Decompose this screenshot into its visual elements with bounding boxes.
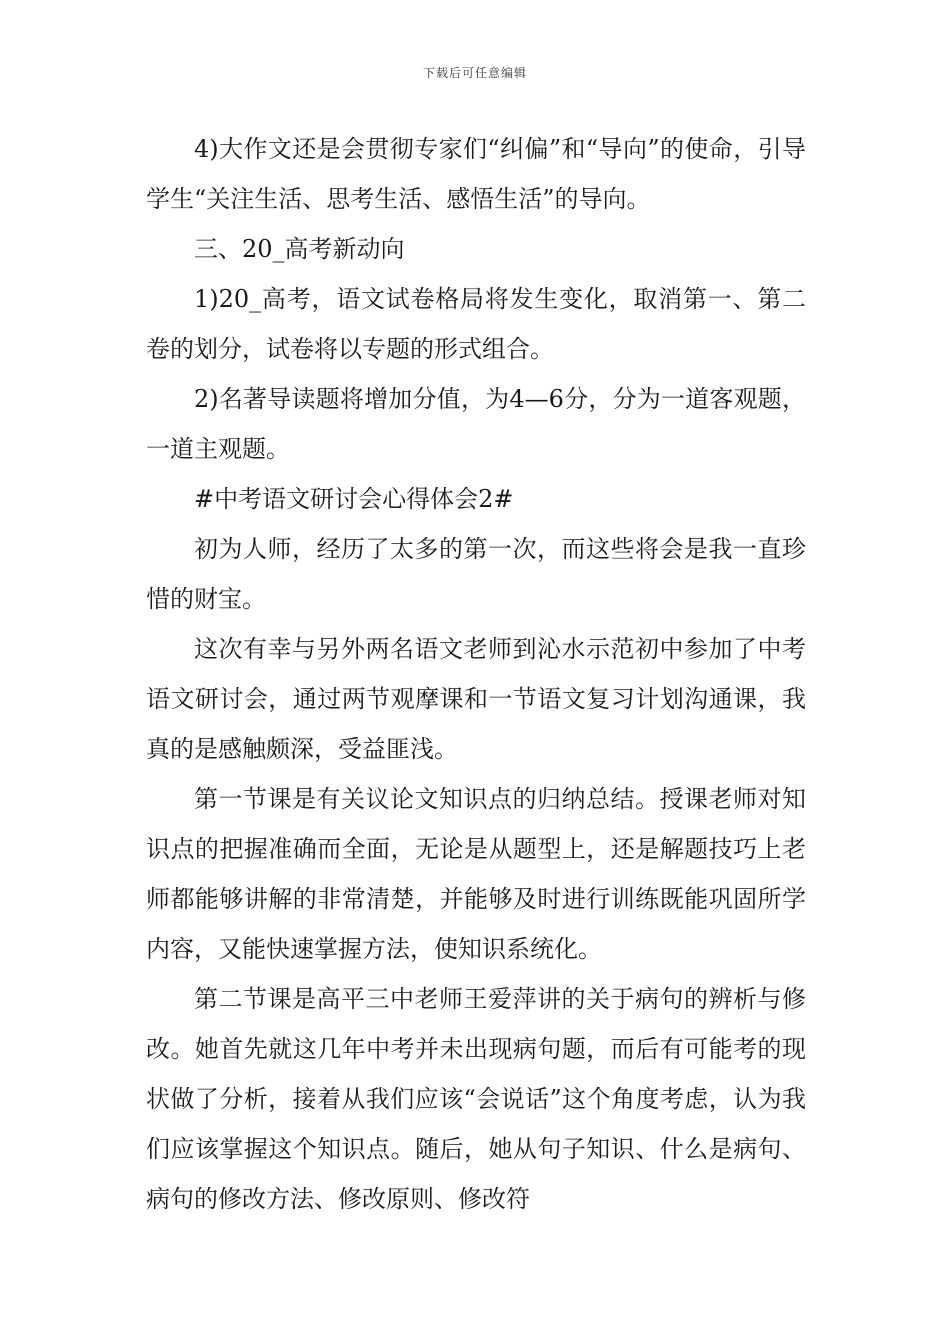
paragraph-classic-reading: 2)名著导读题将增加分值，为4—6分，分为一道客观题，一道主观题。 [146, 385, 806, 463]
paragraph-seminar: 这次有幸与另外两名语文老师到沁水示范初中参加了中考语文研讨会，通过两节观摩课和一节语文复习计划沟通课，我真的是感触颇深，受益匪浅。 [146, 635, 806, 763]
section-heading-reflection-2: #中考语文研讨会心得体会2# [194, 485, 514, 513]
page-header-note: 下载后可任意编辑 [422, 66, 527, 80]
document-body [146, 124, 806, 1224]
paragraph-first-lesson: 第一节课是有关议论文知识点的归纳总结。授课老师对知识点的把握准确而全面，无论是从题型上，还是解题技巧上老师都能够讲解的非常清楚，并能够及时进行训练既能巩固所学内容，又能快速掌握方法，使知识系统化。 [146, 785, 806, 963]
section-heading-new-trends: 三、20_高考新动向 [194, 235, 405, 263]
paragraph-first-time: 初为人师，经历了太多的第一次，而这些将会是我一直珍惜的财宝。 [146, 535, 806, 613]
paragraph-essay-mission: 4)大作文还是会贯彻专家们“纠偏”和“导向”的使命，引导学生“关注生活、思考生活、感悟生活”的导向。 [146, 135, 806, 213]
paragraph-exam-format: 1)20_高考，语文试卷格局将发生变化，取消第一、第二卷的划分，试卷将以专题的形式组合。 [146, 285, 806, 363]
paragraph-second-lesson: 第二节课是高平三中老师王爱萍讲的关于病句的辨析与修改。她首先就这几年中考并未出现病句题，而后有可能考的现状做了分析，接着从我们应该“会说话”这个角度考虑，认为我们应该掌握这个知识点。随后，她从句子知识、什么是病句、病句的修改方法、修改原则、修改符 [146, 985, 806, 1213]
